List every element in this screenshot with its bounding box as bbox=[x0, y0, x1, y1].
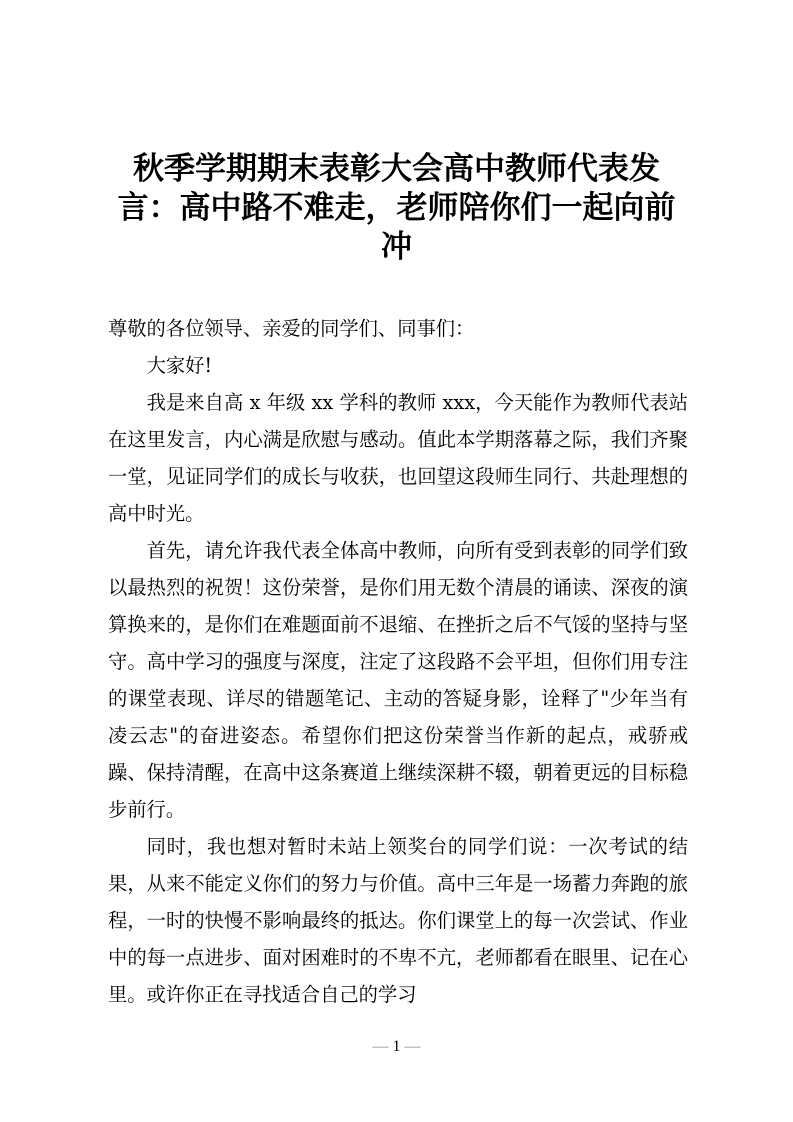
footer-dash-right: — bbox=[404, 1038, 421, 1055]
page-footer bbox=[0, 1038, 793, 1056]
greeting-paragraph: 大家好! bbox=[146, 354, 213, 377]
page-number: 1 bbox=[392, 1038, 401, 1055]
congratulations-paragraph: 首先，请允许我代表全体高中教师，向所有受到表彰的同学们致以最热烈的祝贺！这份荣誉，是你们用无数个清晨的诵读、深夜的演算换来的，是你们在难题面前不退缩、在挫折之后不气馁的坚持与坚守。高中学习的强度与深度，注定了这段路不会平坦，但你们用专注的课堂表现、详尽的错题笔记、主动的答疑身影，诠释了"少年当有凌云志"的奋进姿态。希望你们把这份荣誉当作新的起点，戒骄戒躁、保持清醒，在高中这条赛道上继续深耕不辍，朝着更远的目标稳步前行。 bbox=[108, 539, 688, 821]
intro-paragraph: 我是来自高 x 年级 xx 学科的教师 xxx，今天能作为教师代表站在这里发言，内心满是欣慰与感动。值此本学期落幕之际，我们齐聚一堂，见证同学们的成长与收获，也回望这段师生同行、共赴理想的高中时光。 bbox=[108, 391, 688, 525]
salutation-paragraph: 尊敬的各位领导、亲爱的同学们、同事们： bbox=[108, 317, 475, 340]
document-title: 秋季学期期末表彰大会高中教师代表发言：高中路不难走，老师陪你们一起向前冲 bbox=[117, 151, 676, 265]
encouragement-paragraph: 同时，我也想对暂时未站上领奖台的同学们说：一次考试的结果，从来不能定义你们的努力与价值。高中三年是一场蓄力奔跑的旅程，一时的快慢不影响最终的抵达。你们课堂上的每一次尝试、作业中的每一点进步、面对困难时的不卑不亢，老师都看在眼里、记在心里。或许你正在寻找适合自己的学习 bbox=[108, 835, 688, 1006]
document-body bbox=[108, 310, 688, 1013]
footer-dash-left: — bbox=[372, 1038, 389, 1055]
